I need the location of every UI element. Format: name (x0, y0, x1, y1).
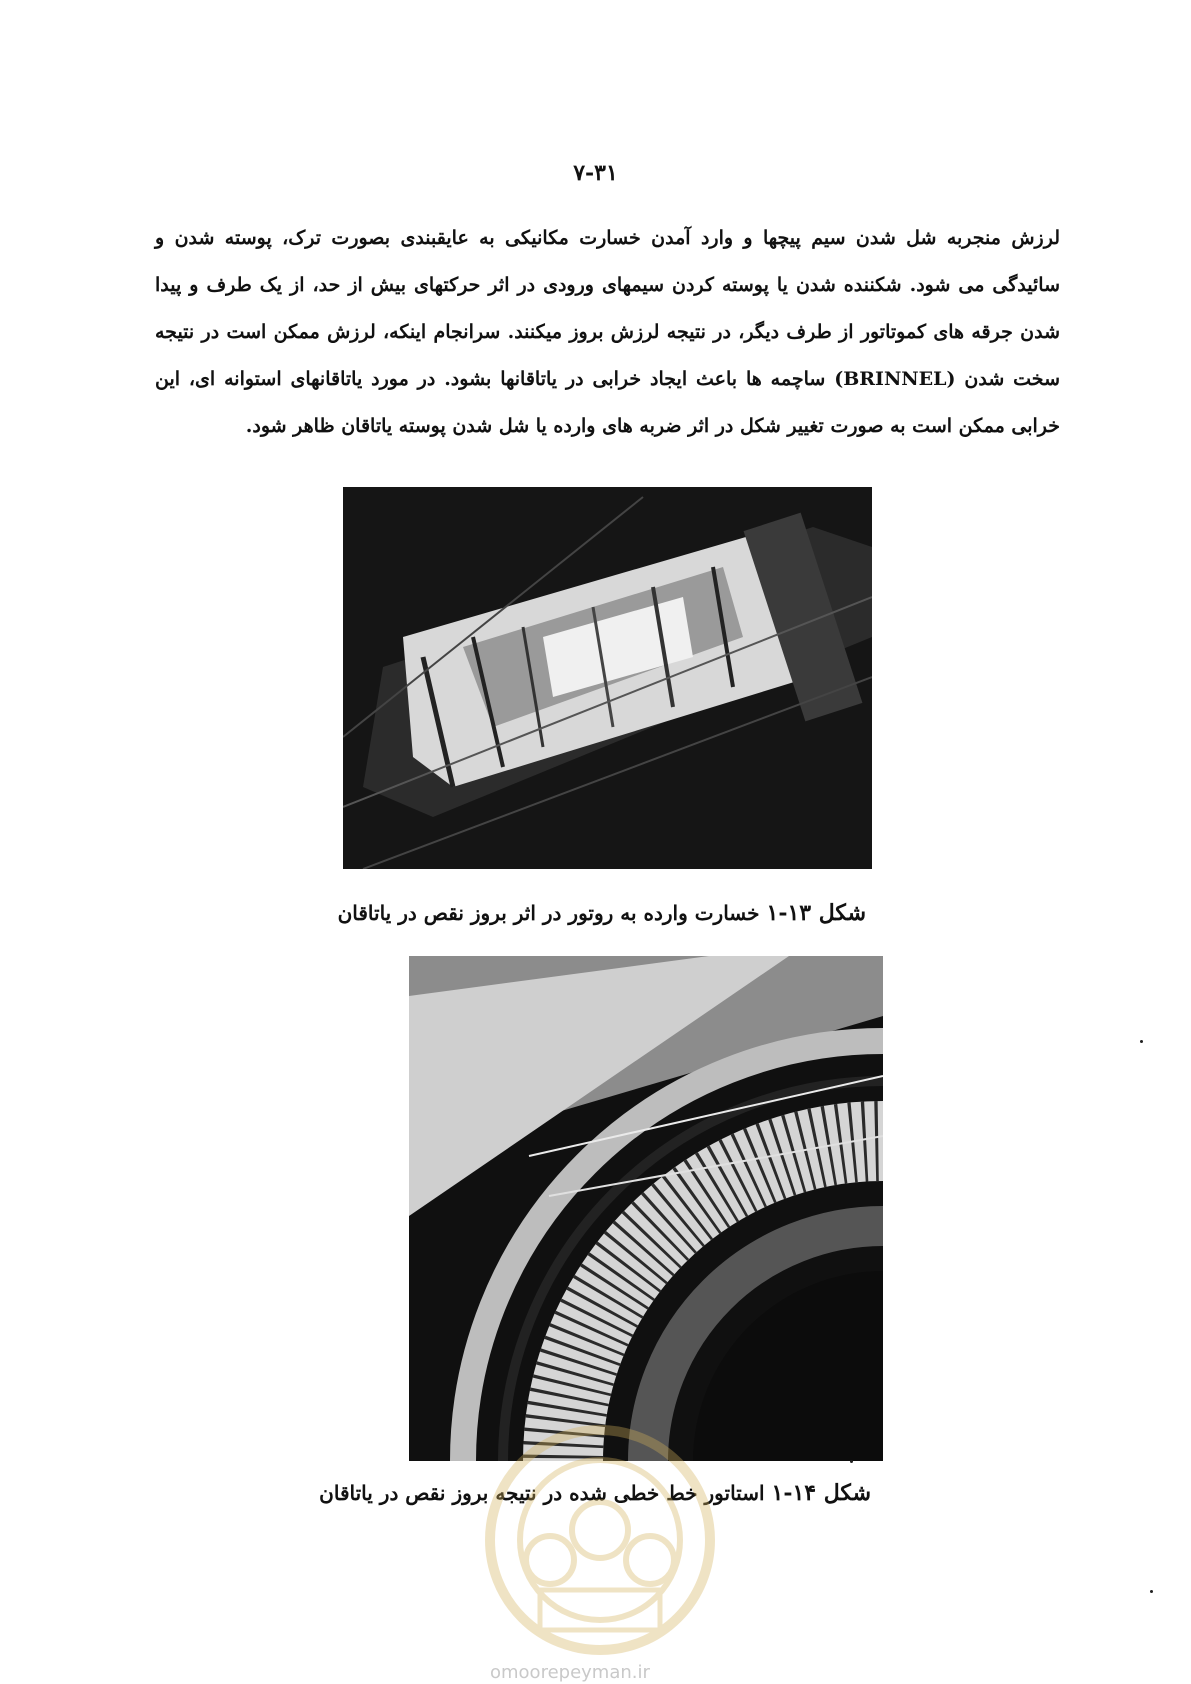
scan-speck (1140, 1040, 1143, 1043)
figure-1-caption-text: خسارت وارده به روتور در اثر بروز نقص در یاتاقان (337, 901, 760, 925)
page-number: ۷-۳۱ (573, 160, 618, 186)
figure-2-label: شکل ۱۴-۱ (771, 1480, 871, 1506)
figure-1-caption (338, 900, 866, 926)
scan-speck (850, 1460, 853, 1463)
figure-stator-photo (409, 956, 883, 1461)
figure-rotor-photo (343, 487, 872, 869)
figure-2-caption-text: استاتور خط خطی شده در نتیجه بروز نقص در یاتاقان (319, 1481, 765, 1505)
figure-1-label: شکل ۱۳-۱ (766, 900, 866, 926)
watermark-url: omoorepeyman.ir (490, 1662, 650, 1683)
body-paragraph: لرزش منجربه شل شدن سیم پیچها و وارد آمدن خسارت مکانیکی به عایقبندی بصورت ترک، پوسته شدن و سائیدگی می شود. شکننده شدن یا پوسته کردن سیمهای ورودی در اثر حرکتهای بیش از حد، از یک طرف و پیدا شدن جرقه های کموتاتور از طرف دیگر، در نتیجه لرزش بروز میکنند. سرانجام اینکه، لرزش ممکن است در نتیجه سخت شدن (BRINNEL) ساچمه ها باعث ایجاد خرابی در یاتاقانها بشود. در مورد یاتاقانهای استوانه ای، این خرابی ممکن است به صورت تغییر شکل در اثر ضربه های وارده یا شل شدن پوسته یاتاقان ظاهر شود. (155, 227, 1060, 437)
watermark-emblem (480, 1420, 720, 1660)
scan-speck (1150, 1590, 1153, 1593)
